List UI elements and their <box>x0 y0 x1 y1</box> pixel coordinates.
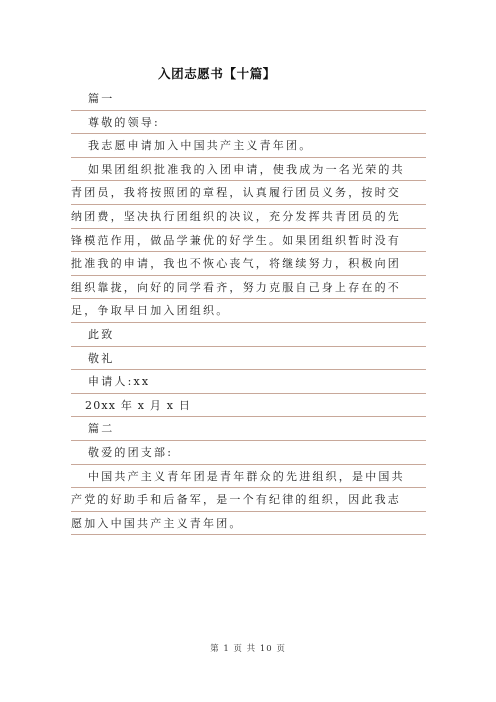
body-line: 我志愿申请加入中国共产主义青年团。 <box>71 134 426 158</box>
applicant-line: 申请人:xx <box>71 370 426 394</box>
document-body <box>71 87 426 535</box>
closing-line: 敬礼 <box>71 347 426 371</box>
page-footer: 第 1 页 共 10 页 <box>210 644 286 654</box>
body-line: 如果团组织批准我的入团申请，使我成为一名光荣的共 <box>71 158 426 182</box>
section-heading: 篇二 <box>71 417 426 441</box>
body-line: 愿加入中国共产主义青年团。 <box>71 512 426 536</box>
salutation: 敬爱的团支部: <box>71 441 426 465</box>
body-line: 批准我的申请，我也不恢心丧气，将继续努力，积极向团 <box>71 252 426 276</box>
document-title: 入团志愿书【十篇】 <box>158 66 276 81</box>
section-heading: 篇一 <box>71 87 426 111</box>
date-line: 20xx 年 x 月 x 日 <box>71 394 426 418</box>
body-line: 中国共产主义青年团是青年群众的先进组织，是中国共 <box>71 465 426 489</box>
body-line: 足，争取早日加入团组织。 <box>71 299 426 323</box>
body-line: 组织靠拢，向好的同学看齐，努力克服自己身上存在的不 <box>71 276 426 300</box>
salutation: 尊敬的领导: <box>71 111 426 135</box>
body-line: 纳团费，坚决执行团组织的决议，充分发挥共青团员的先 <box>71 205 426 229</box>
body-line: 产党的好助手和后备军，是一个有纪律的组织，因此我志 <box>71 488 426 512</box>
body-line: 锋模范作用，做品学兼优的好学生。如果团组织暂时没有 <box>71 229 426 253</box>
closing-line: 此致 <box>71 323 426 347</box>
body-line: 青团员，我将按照团的章程，认真履行团员义务，按时交 <box>71 181 426 205</box>
